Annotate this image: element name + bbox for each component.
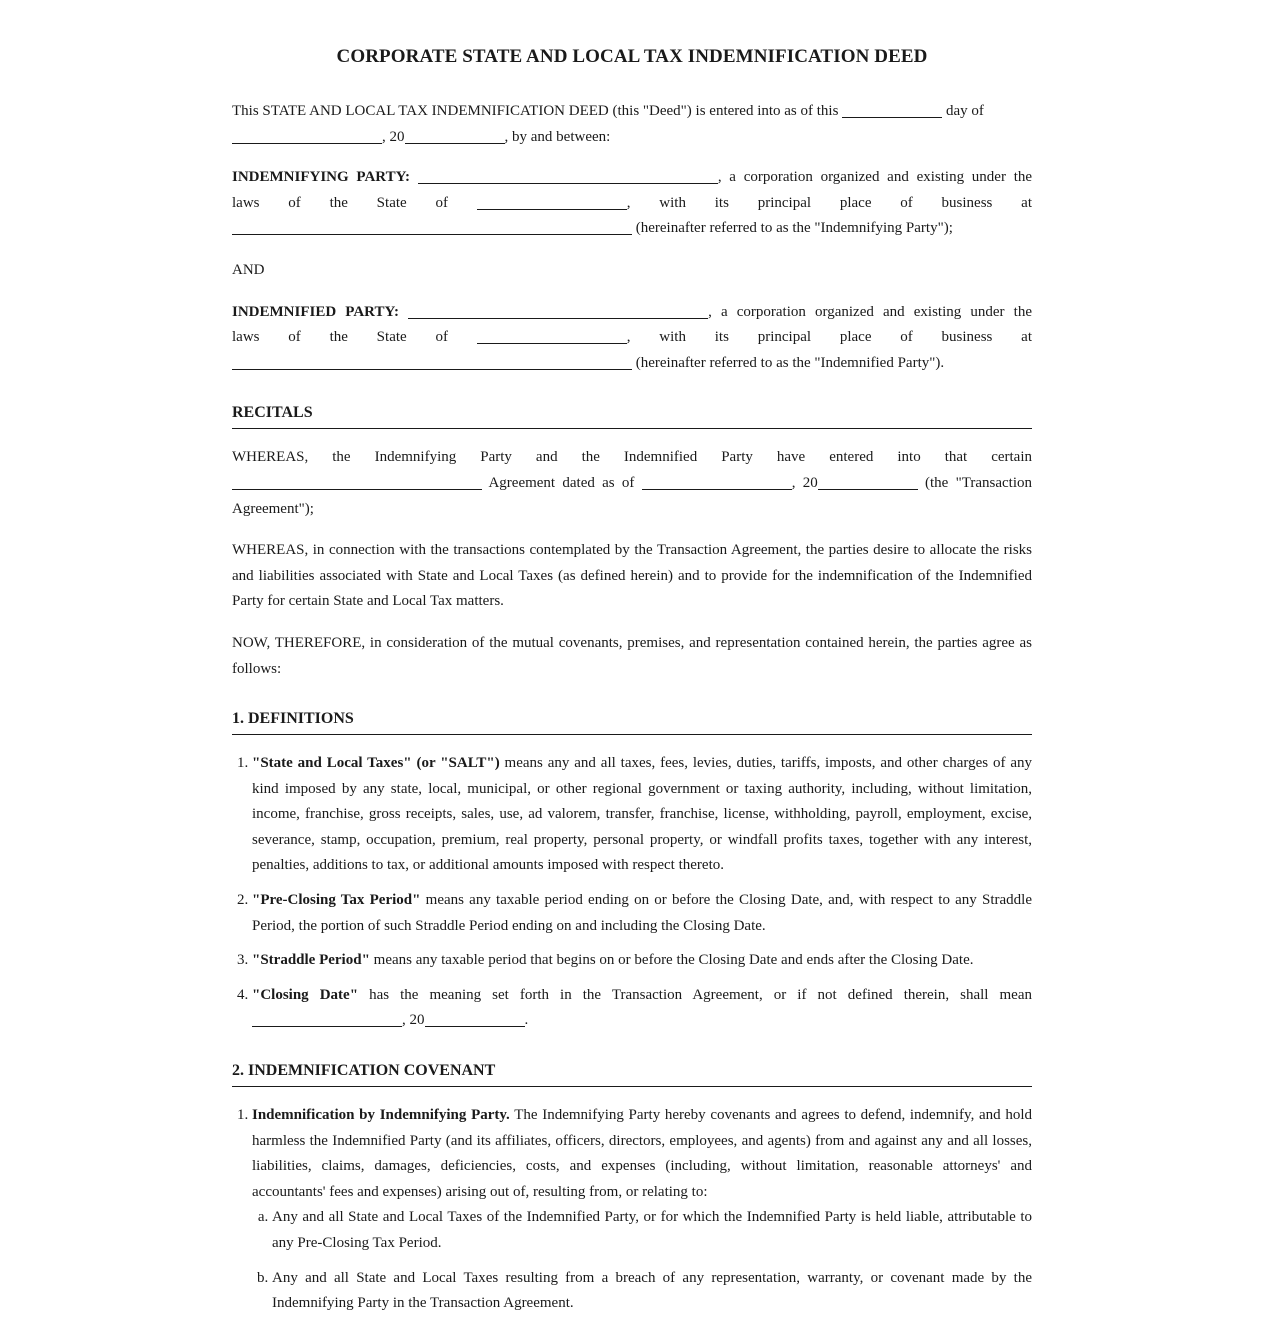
indemnification-sub-a: a. Any and all State and Local Taxes of the Indemnified Party, or for which the Indemnified Party is held liable, attributable to any Pre-Closing Tax Period. — [272, 1205, 1032, 1256]
definition-text: means any taxable period ending on or before the Closing Date, and, with respect to any Straddle Period, the portion of such Straddle Period ending on and including the Closing Date. — [252, 892, 1032, 934]
whereas1-line3: Agreement"); — [232, 500, 314, 517]
closing-date-text-c: . — [524, 1012, 529, 1029]
closing-date-line1 — [252, 983, 1032, 1009]
indemnification-term: Indemnification by Indemnifying Party. — [252, 1107, 510, 1124]
indemnification-heading: 2. INDEMNIFICATION COVENANT — [232, 1060, 1032, 1087]
indemnified-text2a: laws of the State of — [232, 329, 448, 346]
indemnifying-line3 — [232, 216, 1032, 242]
recitals-heading: RECITALS — [232, 402, 1032, 429]
whereas1-c: , 20 — [791, 474, 818, 491]
definitions-heading: 1. DEFINITIONS — [232, 708, 1032, 735]
indemnifying-party-label: INDEMNIFYING PARTY: — [232, 169, 411, 186]
intro-line1b: day of — [945, 103, 984, 119]
definition-term: "Closing Date" — [252, 986, 359, 1003]
indemnified-line1 — [232, 300, 1032, 326]
agreement-name-blank[interactable] — [232, 475, 482, 490]
day-blank[interactable] — [842, 103, 942, 118]
and-text: AND — [232, 261, 265, 278]
indemnified-text1: , a corporation organized and existing under the — [708, 303, 1032, 320]
indemnification-item-1 — [252, 1103, 1032, 1317]
definition-term: "Straddle Period" — [252, 952, 370, 969]
indemnified-line3 — [232, 351, 1032, 377]
closing-year-blank[interactable] — [425, 1012, 525, 1027]
closing-date-line2 — [252, 1008, 1032, 1034]
indemnifying-line1 — [232, 165, 1032, 191]
definition-term: "Pre-Closing Tax Period" — [252, 892, 421, 909]
indemnification-sublist — [252, 1205, 1032, 1316]
indemnifying-text1: , a corporation organized and existing under the — [717, 169, 1033, 186]
document-title: CORPORATE STATE AND LOCAL TAX INDEMNIFICATION DEED — [336, 46, 928, 67]
definition-pre-closing — [252, 888, 1032, 939]
indemnified-text3: (hereinafter referred to as the "Indemnified Party"). — [635, 354, 945, 371]
indemnified-party-paragraph — [232, 300, 1032, 377]
agreement-date-blank[interactable] — [642, 475, 792, 490]
indemnifying-address-blank[interactable] — [232, 220, 632, 235]
indemnifying-state-blank[interactable] — [477, 195, 627, 210]
indemnification-text: The Indemnifying Party hereby covenants and agrees to defend, indemnify, and hold harmless the Indemnified Party (and its affiliates, officers, directors, employees, and agents) from and against any and all losses, liabilities, claims, damages, deficiencies, costs, and expenses (including, without limitation, reasonable attorneys' and accountants' fees and expenses) arising out of, resulting from, or relating to: — [252, 1107, 1032, 1200]
definition-salt — [252, 751, 1032, 879]
intro-line2a: , 20 — [382, 128, 405, 145]
intro-paragraph — [232, 99, 1032, 150]
year-blank[interactable] — [405, 129, 505, 144]
indemnifying-text2a: laws of the State of — [232, 194, 448, 211]
intro-line1a: This STATE AND LOCAL TAX INDEMNIFICATION DEED (this "Deed") is entered into as of this — [232, 103, 839, 119]
indemnifying-text3: (hereinafter referred to as the "Indemnifying Party"); — [635, 220, 953, 237]
definition-text: means any and all taxes, fees, levies, duties, tariffs, imposts, and other charges of any kind imposed by any state, local, municipal, or other regional government or taxing authority, including, without limitation, income, franchise, gross receipts, sales, use, ad valorem, transfer, franchise, license, withholding, payroll, employment, excise, severance, stamp, occupation, premium, real property, personal property, or windfall profits taxes, together with any interest, penalties, additions to tax, or additional amounts imposed with respect thereto. — [252, 755, 1032, 874]
indemnified-address-blank[interactable] — [232, 355, 632, 370]
definition-closing-date — [252, 983, 1032, 1034]
indemnification-list — [232, 1103, 1032, 1317]
indemnification-sub-b: b. Any and all State and Local Taxes resulting from a breach of any representation, warranty, or covenant made by the Indemnifying Party in the Transaction Agreement. — [272, 1266, 1032, 1317]
indemnifying-party-name-blank[interactable] — [418, 169, 718, 184]
indemnified-state-blank[interactable] — [477, 329, 627, 344]
closing-date-blank[interactable] — [252, 1012, 402, 1027]
definition-text: means any taxable period that begins on or before the Closing Date and ends after the Closing Date. — [369, 952, 974, 969]
whereas1-line2 — [232, 471, 1032, 497]
now-therefore: NOW, THEREFORE, in consideration of the mutual covenants, premises, and representation contained herein, the parties agree as follows: — [232, 634, 1032, 677]
indemnified-line2 — [232, 325, 1032, 351]
definitions-list — [232, 751, 1032, 1034]
deed-document — [232, 0, 1032, 1317]
definition-straddle — [252, 948, 1032, 974]
whereas1-b: Agreement dated as of — [488, 474, 635, 491]
indemnifying-text2b: , with its principal place of business at — [626, 194, 1032, 211]
indemnified-party-label: INDEMNIFIED PARTY: — [232, 303, 399, 320]
definition-term: "State and Local Taxes" (or "SALT") — [252, 755, 500, 772]
indemnifying-party-paragraph — [232, 165, 1032, 242]
closing-date-text-b: , 20 — [402, 1012, 425, 1029]
indemnified-text2b: , with its principal place of business at — [626, 329, 1032, 346]
whereas-2: WHEREAS, in connection with the transactions contemplated by the Transaction Agreement, the parties desire to allocate the risks and liabilities associated with State and Local Taxes (as defined herein) and to provide for the indemnification of the Indemnified Party for certain State and Local Tax matters. — [232, 542, 1032, 610]
whereas1-d: (the "Transaction — [925, 474, 1032, 491]
month-blank[interactable] — [232, 129, 382, 144]
intro-line2b: , by and between: — [504, 128, 611, 145]
whereas1-line1: WHEREAS, the Indemnifying Party and the Indemnified Party have entered into that certain — [232, 449, 1032, 466]
whereas-1 — [232, 445, 1032, 522]
indemnifying-line2 — [232, 191, 1032, 217]
indemnified-party-name-blank[interactable] — [408, 304, 708, 319]
agreement-year-blank[interactable] — [818, 475, 918, 490]
definition-text: has the meaning set forth in the Transaction Agreement, or if not defined therein, shall mean — [358, 986, 1032, 1003]
